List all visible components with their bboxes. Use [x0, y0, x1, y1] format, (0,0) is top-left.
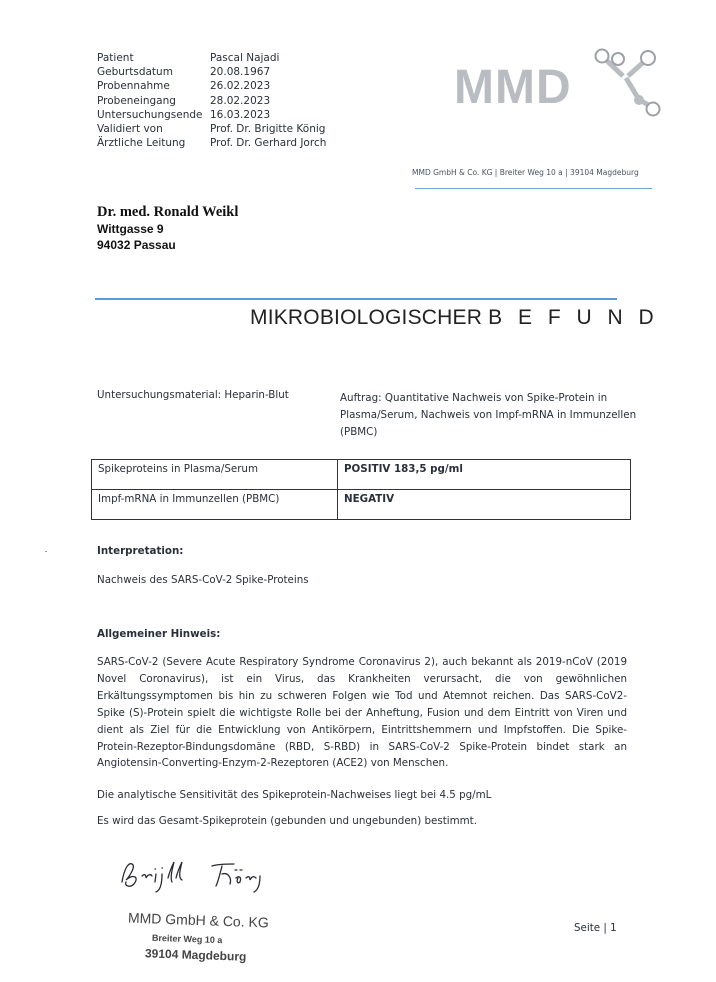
page-number: Seite | 1 [574, 922, 617, 934]
title-main: MIKROBIOLOGISCHER [250, 306, 483, 329]
label-validiert-von: Validiert von [97, 122, 163, 135]
label-probennahme: Probennahme [97, 80, 170, 93]
company-stamp [127, 909, 278, 972]
stamp-city: 39104 Magdeburg [144, 946, 247, 964]
recipient-address [97, 203, 238, 253]
value-probennahme: 26.02.2023 [210, 80, 271, 93]
logo-text: MMD [454, 61, 572, 114]
label-aerztliche-leitung: Ärztliche Leitung [97, 137, 186, 150]
examination-material: Untersuchungsmaterial: Heparin-Blut [97, 389, 289, 401]
sensitivity-note: Die analytische Sensitivität des Spikeprotein-Nachweises liegt bei 4.5 pg/mL [97, 789, 492, 801]
header-divider [415, 188, 652, 189]
recipient-name: Dr. med. Ronald Weikl [97, 204, 239, 220]
order-description: Auftrag: Quantitative Nachweis von Spike-Protein in Plasma/Serum, Nachweis von Impf-mRNA in Immunzellen (PBMC) [340, 392, 637, 438]
label-geburtsdatum: Geburtsdatum [97, 66, 173, 79]
recipient-street: Wittgasse 9 [97, 222, 164, 236]
recipient-city: 94032 Passau [97, 238, 176, 252]
mmd-logo [450, 40, 665, 120]
signature [118, 852, 293, 897]
margin-mark [45, 551, 47, 552]
patient-info-values [210, 51, 326, 150]
general-note-heading: Allgemeiner Hinweis: [97, 628, 221, 640]
molecule-icon [590, 40, 665, 120]
interpretation-heading: Interpretation: [97, 545, 184, 557]
document-title [250, 306, 659, 330]
company-address-line: MMD GmbH & Co. KG | Breiter Weg 10 a | 39104 Magdeburg [412, 168, 639, 177]
test-name: Impf-mRNA in Immunzellen (PBMC) [92, 490, 338, 520]
table-row [92, 490, 631, 520]
stamp-street: Breiter Weg 10 a [151, 932, 223, 946]
title-divider [95, 298, 617, 300]
label-untersuchungsende: Untersuchungsende [97, 108, 203, 121]
label-probeneingang: Probeneingang [97, 94, 176, 107]
test-name: Spikeproteins in Plasma/Serum [92, 460, 338, 490]
results-table [91, 459, 631, 520]
general-note-text: SARS-CoV-2 (Severe Acute Respiratory Syndrome Coronavirus 2), auch bekannt als 2019-nCoV (2019 Novel Coronavirus), ist ein Virus, das Krankheiten verursacht, die von gewöhnlichen Erkältungssymptomen bis hin zu schweren Folgen wie Tod und Atemnot reichen. Das SARS-CoV2-Spike (S)-Protein spielt die wichtigste Rolle bei der Anheftung, Fusion und dem Eintritt von Viren und dient als Ziel für die Entwicklung von Antikörpern, Eintrittshemmern und Impfstoffen. Die Spike-Protein-Rezeptor-Bindungsdomäne (RBD, S-RBD) in SARS-CoV-2 Spike-Protein bindet stark an Angiotensin-Converting-Enzym-2-Rezeptoren (ACE2) von Menschen. [97, 656, 627, 770]
patient-info-labels [97, 51, 202, 150]
label-patient: Patient [97, 52, 134, 64]
value-validiert-von: Prof. Dr. Brigitte König [210, 122, 326, 135]
interpretation-text: Nachweis des SARS-CoV-2 Spike-Proteins [97, 574, 309, 586]
title-spaced: B E F U N D [488, 306, 659, 329]
table-row [92, 460, 631, 490]
total-spike-note: Es wird das Gesamt-Spikeprotein (gebunden und ungebunden) bestimmt. [97, 815, 477, 827]
test-result: NEGATIV [338, 490, 631, 520]
stamp-company: MMD GmbH & Co. KG [127, 909, 270, 931]
value-patient: Pascal Najadi [210, 52, 280, 64]
test-result: POSITIV 183,5 pg/ml [338, 460, 631, 490]
value-probeneingang: 28.02.2023 [210, 94, 271, 107]
value-geburtsdatum: 20.08.1967 [210, 66, 271, 79]
value-untersuchungsende: 16.03.2023 [210, 108, 271, 121]
value-aerztliche-leitung: Prof. Dr. Gerhard Jorch [210, 137, 327, 150]
